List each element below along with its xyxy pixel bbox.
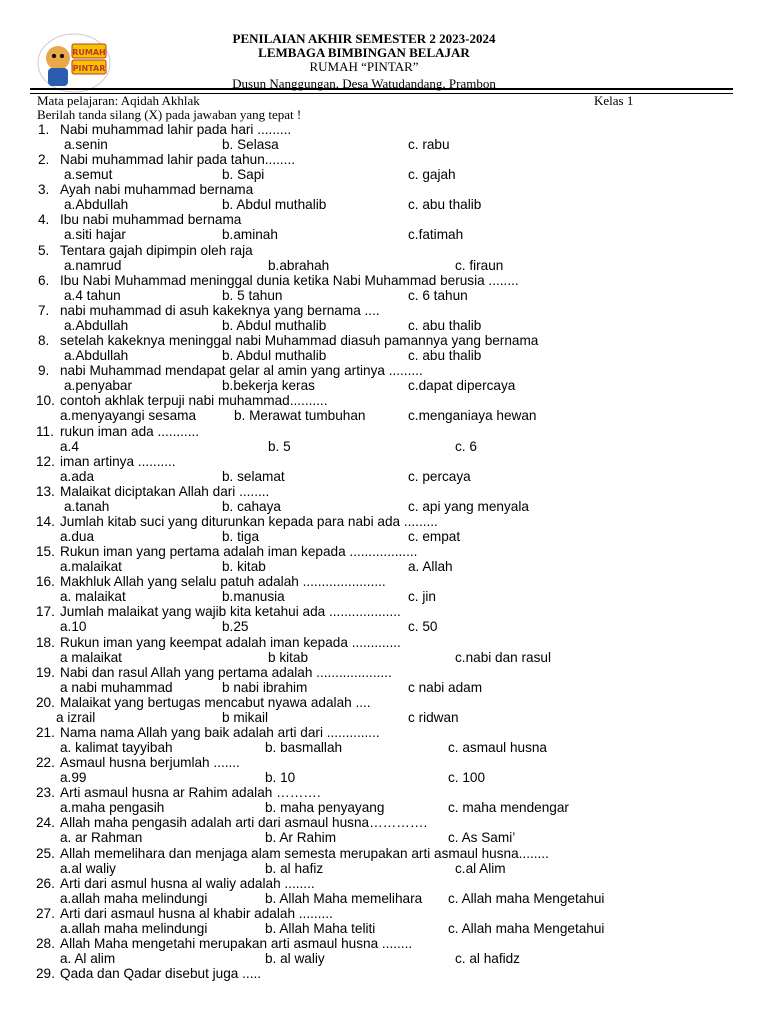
option-a: a.penyabar [64, 378, 133, 394]
option-c: c.al Alim [455, 860, 506, 876]
option-a: a.semut [64, 167, 113, 183]
question-number: 1. [38, 122, 50, 137]
header-line-2: LEMBAGA BIMBINGAN BELAJAR [258, 45, 470, 60]
question-text: nabi Muhammad mendapat gelar al amin yang artinya ......... [60, 363, 423, 379]
question-text: rukun iman ada ........... [60, 423, 200, 439]
question-text: Makhluk Allah yang selalu patuh adalah ...................... [60, 574, 386, 590]
option-b: b. 5 [268, 438, 291, 454]
option-c: c. 100 [448, 770, 486, 786]
option-c: c. maha mendengar [448, 800, 569, 816]
option-c: c. As Sami’ [448, 830, 516, 846]
question-text: Ibu Nabi Muhammad meninggal dunia ketika Nabi Muhammad berusia ........ [60, 272, 519, 288]
question-text: Arti asmaul husna ar Rahim adalah ………. [60, 785, 321, 801]
option-c: c. gajah [408, 167, 456, 183]
question-text: Nama nama Allah yang baik adalah arti dari .............. [60, 725, 380, 740]
question-text: Jumlah malaikat yang wajib kita ketahui ada ................... [60, 604, 401, 620]
question-text: Rukun iman yang keempat adalah iman kepada ............. [60, 634, 401, 650]
option-c: c.dapat dipercaya [408, 378, 516, 394]
option-a: a.ada [60, 468, 95, 484]
option-b: b.abrahah [268, 257, 330, 273]
logo-text-bottom: PINTAR [72, 64, 106, 73]
header-divider-thick [30, 88, 733, 90]
option-a: a.Abdullah [64, 348, 129, 364]
header-line-1: PENILAIAN AKHIR SEMESTER 2 2023-2024 [232, 31, 496, 46]
option-b: b. cahaya [222, 498, 281, 514]
question-text: Qada dan Qadar disebut juga ..... [60, 966, 262, 982]
option-b: b.25 [222, 619, 249, 635]
option-b: b. al waliy [265, 951, 325, 967]
option-c: c. empat [408, 528, 461, 544]
question-number: 9. [38, 363, 50, 379]
option-c: c. firaun [455, 257, 504, 273]
question-number: 12. [36, 453, 55, 469]
option-c: a. Allah [408, 559, 453, 575]
option-c: c. al hafidz [455, 951, 520, 967]
option-a: a.maha pengasih [60, 800, 165, 816]
question-text: setelah kakeknya meninggal nabi Muhammad diasuh pamannya yang bernama [60, 333, 539, 349]
option-b: b.aminah [222, 227, 278, 243]
option-c: c. abu thalib [408, 317, 482, 333]
option-b: b kitab [268, 649, 309, 665]
question-number: 21. [36, 725, 55, 740]
question-number: 7. [38, 302, 50, 318]
question-text: Nabi muhammad lahir pada tahun........ [60, 152, 295, 168]
question-number: 27. [36, 905, 55, 921]
option-c: c. Allah maha Mengetahui [448, 890, 605, 906]
question-number: 22. [36, 755, 55, 771]
option-c: c.menganiaya hewan [408, 408, 537, 424]
option-a: a. kalimat tayyibah [60, 740, 173, 755]
question-text: Arti dari asmul husna al waliy adalah ........ [60, 875, 315, 891]
option-c: c.fatimah [408, 227, 464, 243]
question-number: 24. [36, 815, 55, 831]
option-c: c. 50 [408, 619, 438, 635]
option-b: b. Abdul muthalib [222, 348, 327, 364]
option-a: a.dua [60, 528, 95, 544]
question-text: contoh akhlak terpuji nabi muhammad.......... [60, 393, 328, 409]
question-number: 19. [36, 664, 55, 680]
option-b: b. selamat [222, 468, 285, 484]
question-number: 4. [38, 212, 50, 228]
option-b: b. tiga [222, 528, 260, 544]
question-number: 28. [36, 936, 55, 952]
option-b: b. Ar Rahim [265, 830, 337, 846]
question-text: Malaikat diciptakan Allah dari ........ [60, 483, 270, 499]
option-a: a.99 [60, 770, 87, 786]
option-b: b. Abdul muthalib [222, 197, 327, 213]
option-a: a.tanah [64, 498, 110, 514]
option-c: c. abu thalib [408, 197, 482, 213]
class-label: Kelas 1 [594, 93, 634, 108]
option-a: a.senin [64, 137, 108, 152]
option-b: b mikail [222, 709, 269, 725]
option-c: c. asmaul husna [448, 740, 547, 755]
question-number: 25. [36, 845, 55, 861]
subject-label: Mata pelajaran: Aqidah Akhlak [37, 93, 200, 108]
question-number: 26. [36, 875, 55, 891]
question-text: Ibu nabi muhammad bernama [60, 212, 242, 228]
question-number: 14. [36, 513, 55, 529]
question-number: 8. [38, 333, 50, 349]
question-number: 16. [36, 574, 55, 590]
option-b: b. Allah Maha memelihara [265, 890, 423, 906]
option-c: c ridwan [408, 709, 459, 725]
option-a: a. Al alim [60, 951, 116, 967]
option-b: b. al hafiz [265, 860, 324, 876]
option-a: a.4 tahun [64, 287, 121, 303]
question-text: Allah memelihara dan menjaga alam semesta merupakan arti asmaul husna........ [60, 845, 549, 861]
question-text: Nabi dan rasul Allah yang pertama adalah .................... [60, 664, 392, 680]
option-c: c. rabu [408, 137, 450, 152]
option-b: b nabi ibrahim [222, 679, 308, 695]
option-b: b. basmallah [265, 740, 343, 755]
option-c: c. api yang menyala [408, 498, 529, 514]
logo-text-top: RUMAH [72, 48, 106, 57]
option-a: a.Abdullah [64, 317, 129, 333]
instruction: Berilah tanda silang (X) pada jawaban yang tepat ! [37, 107, 302, 122]
option-c: c.nabi dan rasul [455, 649, 551, 665]
question-number: 5. [38, 242, 50, 258]
option-c: c. jin [408, 589, 436, 605]
option-c: c. abu thalib [408, 348, 482, 364]
option-b: b. Selasa [222, 137, 279, 152]
question-text: Malaikat yang bertugas mencabut nyawa adalah .... [60, 694, 371, 710]
option-a: a.siti hajar [64, 227, 126, 243]
question-number: 18. [36, 634, 55, 650]
option-b: b. 5 tahun [222, 287, 283, 303]
question-text: nabi muhammad di asuh kakeknya yang bernama .... [60, 302, 380, 318]
option-a: a.al waliy [60, 860, 116, 876]
option-a: a. ar Rahman [60, 830, 143, 846]
option-a: a.allah maha melindungi [60, 920, 208, 936]
question-number: 11. [36, 423, 54, 439]
question-number: 6. [38, 272, 50, 288]
option-b: b.manusia [222, 589, 285, 605]
question-text: Ayah nabi muhammad bernama [60, 182, 254, 198]
option-c: c. 6 tahun [408, 287, 468, 303]
option-b: b.bekerja keras [222, 378, 315, 394]
question-number: 23. [36, 785, 55, 801]
question-number: 20. [36, 694, 55, 710]
question-number: 15. [36, 544, 55, 560]
question-number: 13. [36, 483, 55, 499]
option-a: a.allah maha melindungi [60, 890, 208, 906]
option-a: a nabi muhammad [60, 679, 173, 695]
option-a: a.10 [60, 619, 87, 635]
option-a: a.malaikat [60, 559, 122, 575]
question-text: Rukun iman yang pertama adalah iman kepada .................. [60, 544, 418, 560]
option-b: b. Allah Maha teliti [265, 920, 376, 936]
option-b: b. Sapi [222, 167, 265, 183]
option-b: b. Merawat tumbuhan [234, 408, 366, 424]
question-text: Asmaul husna berjumlah ....... [60, 755, 240, 771]
option-b: b. 10 [265, 770, 296, 786]
question-text: Allah Maha mengetahi merupakan arti asmaul husna ........ [60, 936, 413, 952]
question-text: Tentara gajah dipimpin oleh raja [60, 242, 253, 258]
option-a: a.namrud [64, 257, 122, 273]
question-text: Arti dari asmaul husna al khabir adalah ......... [60, 905, 333, 921]
option-a: a malaikat [60, 649, 122, 665]
question-text: Jumlah kitab suci yang diturunkan kepada para nabi ada ......... [60, 513, 438, 529]
option-a: a izrail [56, 709, 96, 725]
option-c: c. 6 [455, 438, 477, 454]
option-a: a.menyayangi sesama [60, 408, 197, 424]
option-a: a.4 [60, 438, 79, 454]
option-c: c. percaya [408, 468, 471, 484]
question-text: Nabi muhammad lahir pada hari ......... [60, 122, 292, 137]
option-b: b. Abdul muthalib [222, 317, 327, 333]
question-text: iman artinya .......... [60, 453, 176, 469]
question-number: 10. [36, 393, 55, 409]
question-number: 3. [38, 182, 50, 198]
question-number: 17. [36, 604, 55, 620]
option-a: a. malaikat [60, 589, 126, 605]
question-number: 2. [38, 152, 50, 168]
question-text: Allah maha pengasih adalah arti dari asmaul husna…………. [60, 815, 428, 831]
option-b: b. kitab [222, 559, 266, 575]
header-line-3: RUMAH “PINTAR” [309, 59, 419, 74]
option-a: a.Abdullah [64, 197, 129, 213]
question-number: 29. [36, 966, 55, 982]
option-c: c nabi adam [408, 679, 483, 695]
header-line-4: Dusun Nanggungan, Desa Watudandang, Prambon [232, 76, 496, 91]
option-b: b. maha penyayang [265, 800, 385, 816]
option-c: c. Allah maha Mengetahui [448, 920, 605, 936]
